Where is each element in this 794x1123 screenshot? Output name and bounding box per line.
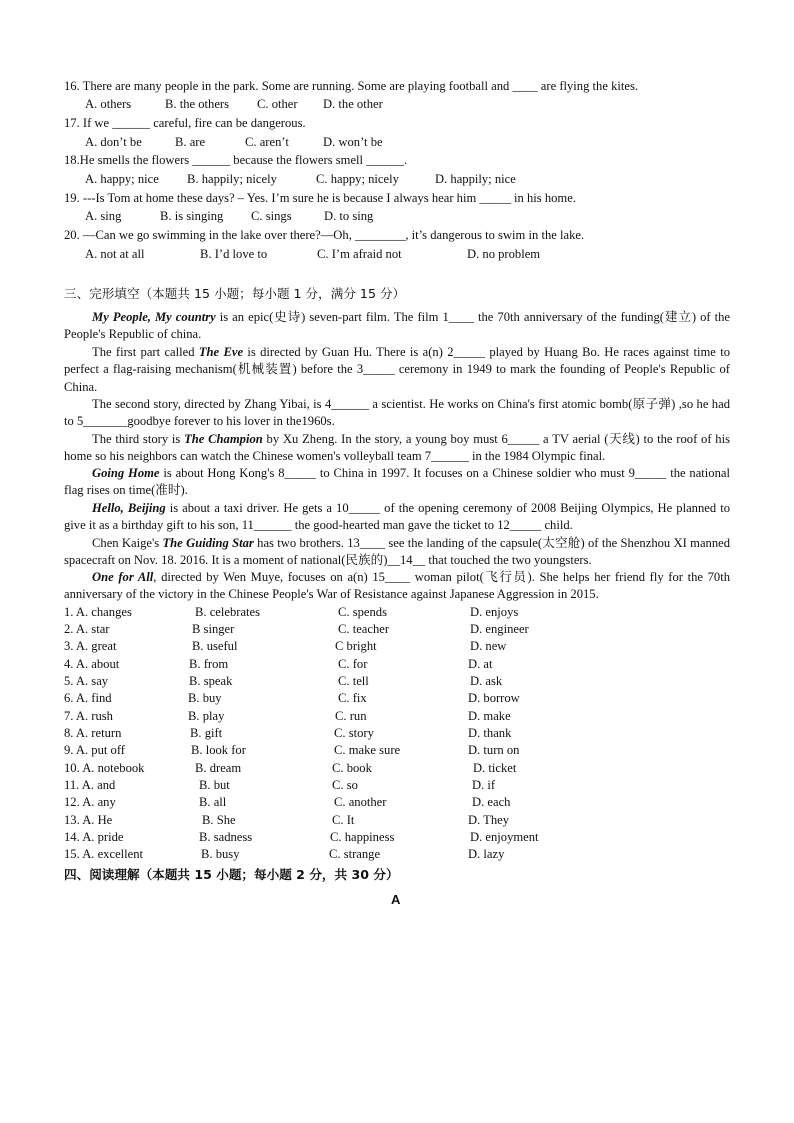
option: C. happy; nicely xyxy=(316,172,399,186)
paragraph-text: is about Hong Kong's 8_____ to China in 1997. It focuses on a Chinese soldier who must 9_____ the national flag rises on time(准时). xyxy=(64,466,730,498)
option: 6. A. find xyxy=(64,691,112,705)
option: B. play xyxy=(188,709,225,723)
option: C. teacher xyxy=(338,622,390,636)
option: 1. A. changes xyxy=(64,605,132,619)
film-title: One for All xyxy=(92,570,154,584)
option: C. I’m afraid not xyxy=(317,247,402,261)
passage-a-label: A xyxy=(391,892,401,907)
question-19-stem: 19. ---Is Tom at home these days? – Yes. I’m sure he is because I always hear him _____ in his home. xyxy=(64,191,576,205)
option: D. no problem xyxy=(467,247,541,261)
paragraph-text: , directed by Wen Muye, focuses on a(n) 15____ woman pilot(飞行员). She helps her friend fly for the 70th anniversary of the victory in the Chinese People's War of Resistance against Japanese Aggression in 2015. xyxy=(64,570,730,602)
passage-paragraph-1 xyxy=(64,309,730,344)
cloze-option-row xyxy=(64,847,664,864)
option: C. spends xyxy=(338,605,387,619)
cloze-option-row xyxy=(64,761,664,778)
option: B. busy xyxy=(201,847,240,861)
cloze-option-row xyxy=(64,674,664,691)
option: 3. A. great xyxy=(64,639,117,653)
option: A. others xyxy=(85,97,132,111)
cloze-option-row xyxy=(64,639,664,656)
option: B. speak xyxy=(189,674,233,688)
option: C. so xyxy=(332,778,358,792)
cloze-option-row xyxy=(64,726,664,743)
option: 2. A. star xyxy=(64,622,110,636)
option: D. ask xyxy=(470,674,503,688)
option: D. They xyxy=(468,813,510,827)
option: D. enjoyment xyxy=(470,830,539,844)
option: B. useful xyxy=(192,639,238,653)
section-3-heading: 三、完形填空（本题共 15 小题；每小题 1 分，满分 15 分） xyxy=(64,286,406,301)
film-title: The Champion xyxy=(184,432,263,446)
option: D. won’t be xyxy=(323,135,383,149)
film-title: My People, My country xyxy=(92,310,216,324)
film-title: The Eve xyxy=(198,345,244,359)
cloze-option-row xyxy=(64,830,664,847)
option: D. turn on xyxy=(468,743,520,757)
option: C. happiness xyxy=(330,830,395,844)
option: D. enjoys xyxy=(470,605,519,619)
cloze-option-row xyxy=(64,657,664,674)
passage-paragraph-6 xyxy=(64,500,730,535)
option: D. each xyxy=(472,795,511,809)
cloze-option-row xyxy=(64,622,664,639)
option: 15. A. excellent xyxy=(64,847,144,861)
option: A. don’t be xyxy=(85,135,142,149)
option: 5. A. say xyxy=(64,674,109,688)
option: B singer xyxy=(192,622,235,636)
option: A. not at all xyxy=(85,247,145,261)
option: A. sing xyxy=(85,209,122,223)
passage-paragraph-4 xyxy=(64,431,730,466)
option: B. happily; nicely xyxy=(187,172,277,186)
option: B. celebrates xyxy=(195,605,261,619)
paragraph-text: Chen Kaige's xyxy=(92,536,163,550)
option: B. from xyxy=(189,657,229,671)
option: A. happy; nice xyxy=(85,172,159,186)
option: D. lazy xyxy=(468,847,505,861)
option: B. but xyxy=(199,778,230,792)
option: C. run xyxy=(335,709,367,723)
option: C. tell xyxy=(338,674,369,688)
cloze-option-row xyxy=(64,709,664,726)
option: B. look for xyxy=(191,743,246,757)
question-16-stem: 16. There are many people in the park. Some are running. Some are playing football and ____ are flying the kites. xyxy=(64,79,639,93)
option: D. thank xyxy=(468,726,512,740)
option: D. to sing xyxy=(324,209,374,223)
cloze-option-row xyxy=(64,813,664,830)
paragraph-text: by Xu Zheng. In the story, a young boy must 6_____ a TV aerial (天线) to the roof of his home so his neighbors can watch the Chinese women's volleyball team 7______ in the 1984 Olympic final. xyxy=(64,432,731,464)
paragraph-text: The second story, directed by Zhang Yibai, is 4______ a scientist. He works on China's first atomic bomb(原子弹) ,so he had to 5_______goodbye forever to his lover in the1960s. xyxy=(64,397,730,429)
option: 7. A. rush xyxy=(64,709,113,723)
option: C. fix xyxy=(338,691,367,705)
cloze-option-row xyxy=(64,743,664,760)
option: C. sings xyxy=(251,209,292,223)
option: D. engineer xyxy=(470,622,529,636)
passage-paragraph-5 xyxy=(64,465,730,500)
option: 12. A. any xyxy=(64,795,116,809)
option: 4. A. about xyxy=(64,657,120,671)
paragraph-text: is about a taxi driver. He gets a 10_____ of the opening ceremony of 2008 Beijing Olympics, He planned to give it as a birthday gift to his son, 11______ the good-hearted man gave the ticket to 12_____ child. xyxy=(64,501,731,533)
option: D. make xyxy=(468,709,511,723)
film-title: Hello, Beijing xyxy=(92,501,166,515)
paragraph-text: The third story is xyxy=(92,432,185,446)
option: 8. A. return xyxy=(64,726,122,740)
option: 13. A. He xyxy=(64,813,113,827)
option: B. the others xyxy=(165,97,230,111)
option: 9. A. put off xyxy=(64,743,125,757)
option: 10. A. notebook xyxy=(64,761,145,775)
option: D. ticket xyxy=(473,761,517,775)
paragraph-text: is directed by Guan Hu. There is a(n) 2_____ played by Huang Bo. He races against time to perfect a flag-raising mechanism(机械装置) before the 3_____ ceremony in 1949 to mark the founding of People's Republic of China. xyxy=(64,345,730,394)
option: C. book xyxy=(332,761,372,775)
passage-paragraph-7 xyxy=(64,535,730,570)
option: 11. A. and xyxy=(64,778,116,792)
cloze-option-row xyxy=(64,605,664,622)
option: B. buy xyxy=(188,691,222,705)
cloze-option-row xyxy=(64,795,664,812)
paragraph-text: is an epic(史诗) seven-part film. The film 1____ the 70th anniversary of the funding(建立) of the People's Republic of china. xyxy=(64,310,730,342)
option: C. other xyxy=(257,97,298,111)
option: B. are xyxy=(175,135,206,149)
option: C. It xyxy=(332,813,355,827)
option: D. the other xyxy=(323,97,383,111)
question-17-stem: 17. If we ______ careful, fire can be dangerous. xyxy=(64,116,306,130)
option: C. story xyxy=(334,726,374,740)
option: B. I’d love to xyxy=(200,247,268,261)
cloze-option-row xyxy=(64,778,664,795)
cloze-option-row xyxy=(64,691,664,708)
option: 14. A. pride xyxy=(64,830,124,844)
option: D. happily; nice xyxy=(435,172,516,186)
section-4-heading: 四、阅读理解（本题共 15 小题；每小题 2 分，共 30 分） xyxy=(64,867,399,882)
option: D. at xyxy=(468,657,493,671)
film-title: The Guiding Star xyxy=(162,536,254,550)
option: D. borrow xyxy=(468,691,520,705)
passage-paragraph-2 xyxy=(64,344,730,396)
option: B. dream xyxy=(195,761,242,775)
option: C. another xyxy=(334,795,387,809)
option: B. is singing xyxy=(160,209,224,223)
paragraph-text: The first part called xyxy=(92,345,199,359)
option: B. sadness xyxy=(199,830,253,844)
option: C. strange xyxy=(329,847,381,861)
option: B. all xyxy=(199,795,227,809)
option: C. make sure xyxy=(334,743,401,757)
question-18-stem: 18.He smells the flowers ______ because the flowers smell ______. xyxy=(64,153,408,167)
option: B. She xyxy=(202,813,236,827)
option: C bright xyxy=(335,639,377,653)
paragraph-text: has two brothers. 13____ see the landing of the capsule(太空舱) of the Shenzhou XI manned spacecraft on Nov. 18. 2016. It is a moment of national(民族的)__14__ that touched the two youngsters. xyxy=(64,536,731,568)
option: D. if xyxy=(472,778,496,792)
option: B. gift xyxy=(190,726,223,740)
question-20-stem: 20. —Can we go swimming in the lake over there?—Oh, ________, it’s dangerous to swim in the lake. xyxy=(64,228,585,242)
passage-paragraph-8 xyxy=(64,569,730,604)
option: C. aren’t xyxy=(245,135,289,149)
option: C. for xyxy=(338,657,368,671)
film-title: Going Home xyxy=(92,466,160,480)
option: D. new xyxy=(470,639,507,653)
passage-paragraph-3 xyxy=(64,396,730,431)
